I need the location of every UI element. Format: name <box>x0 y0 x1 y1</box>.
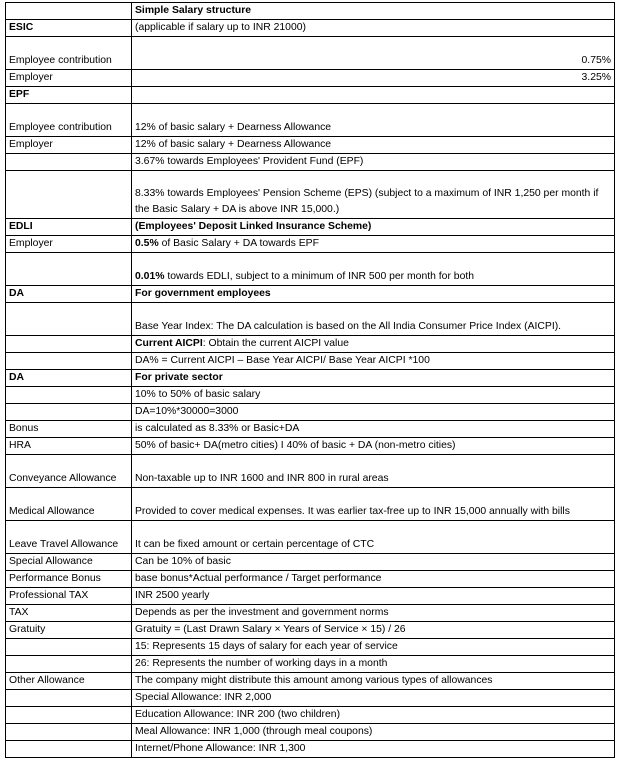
edli-rate-row <box>132 253 615 286</box>
gratuity-label: Gratuity <box>6 622 132 639</box>
empty-cell <box>6 3 132 20</box>
lta-value: It can be fixed amount or certain percentage of CTC <box>132 521 615 554</box>
da-formula: DA% = Current AICPI – Base Year AICPI/ Base Year AICPI *100 <box>132 353 615 370</box>
epf-employee-label: Employee contribution <box>6 104 132 137</box>
epf-share: 3.67% towards Employees' Provident Fund (EPF) <box>132 154 615 171</box>
edli-employer-text: of Basic Salary + DA towards EPF <box>158 238 319 249</box>
tax-value: Depends as per the investment and government norms <box>132 605 615 622</box>
table-row <box>6 171 615 219</box>
section-label-epf: EPF <box>6 87 132 104</box>
edli-employer-value <box>132 236 615 253</box>
table-row <box>6 137 615 154</box>
table-row <box>6 741 615 758</box>
professional-tax-value: INR 2500 yearly <box>132 588 615 605</box>
empty-cell <box>6 154 132 171</box>
edli-employer-label: Employer <box>6 236 132 253</box>
section-label-da-gov: DA <box>6 286 132 303</box>
table-row <box>6 303 615 336</box>
table-row <box>6 87 615 104</box>
esic-employer-value: 3.25% <box>132 70 615 87</box>
table-row <box>6 707 615 724</box>
da-base-index: Base Year Index: The DA calculation is based on the All India Consumer Price Index (AICPI). <box>132 303 615 336</box>
gratuity-formula: Gratuity = (Last Drawn Salary × Years of Service × 15) / 26 <box>132 622 615 639</box>
empty-cell <box>6 656 132 673</box>
epf-employee-value: 12% of basic salary + Dearness Allowance <box>132 104 615 137</box>
bonus-value: is calculated as 8.33% or Basic+DA <box>132 421 615 438</box>
empty-cell <box>6 387 132 404</box>
table-row <box>6 37 615 70</box>
table-row <box>6 622 615 639</box>
special-label: Special Allowance <box>6 554 132 571</box>
table-row <box>6 3 615 20</box>
medical-label: Medical Allowance <box>6 488 132 521</box>
da-current-aicpi <box>132 336 615 353</box>
empty-cell <box>6 171 132 219</box>
table-row <box>6 20 615 37</box>
da-private-example: DA=10%*30000=3000 <box>132 404 615 421</box>
empty-cell <box>6 690 132 707</box>
table-row <box>6 673 615 690</box>
salary-structure-table <box>5 2 615 758</box>
medical-value: Provided to cover medical expenses. It was earlier tax-free up to INR 15,000 annually with bills <box>132 488 615 521</box>
empty-cell <box>6 336 132 353</box>
da-private-heading: For private sector <box>132 370 615 387</box>
table-row <box>6 656 615 673</box>
table-row <box>6 286 615 303</box>
table-row <box>6 690 615 707</box>
table-row <box>6 571 615 588</box>
epf-employer-label: Employer <box>6 137 132 154</box>
da-private-range: 10% to 50% of basic salary <box>132 387 615 404</box>
edli-rate: 0.01% <box>135 271 165 282</box>
lta-label: Leave Travel Allowance <box>6 521 132 554</box>
table-row <box>6 521 615 554</box>
table-row <box>6 353 615 370</box>
da-current-label: Current AICPI <box>135 338 203 349</box>
other-allowance-label: Other Allowance <box>6 673 132 690</box>
conveyance-value: Non-taxable up to INR 1600 and INR 800 in rural areas <box>132 455 615 488</box>
empty-cell <box>6 303 132 336</box>
performance-bonus-value: base bonus*Actual performance / Target performance <box>132 571 615 588</box>
table-row <box>6 421 615 438</box>
empty-cell <box>6 253 132 286</box>
empty-cell <box>6 353 132 370</box>
tax-label: TAX <box>6 605 132 622</box>
table-row <box>6 387 615 404</box>
table-row <box>6 724 615 741</box>
hra-value: 50% of basic+ DA(metro cities) I 40% of basic + DA (non-metro cities) <box>132 438 615 455</box>
da-current-text: : Obtain the current AICPI value <box>202 338 349 349</box>
table-row <box>6 455 615 488</box>
empty-cell <box>132 87 615 104</box>
edli-employer-rate: 0.5% <box>135 238 159 249</box>
performance-bonus-label: Performance Bonus <box>6 571 132 588</box>
other-allowance-intro: The company might distribute this amount among various types of allowances <box>132 673 615 690</box>
esic-employer-label: Employer <box>6 70 132 87</box>
table-row <box>6 236 615 253</box>
eps-share: 8.33% towards Employees' Pension Scheme (EPS) (subject to a maximum of INR 1,250 per month if the Basic Salary + DA is above INR 15,000.) <box>132 171 615 219</box>
table-row <box>6 438 615 455</box>
hra-label: HRA <box>6 438 132 455</box>
table-row <box>6 404 615 421</box>
table-row <box>6 70 615 87</box>
bonus-label: Bonus <box>6 421 132 438</box>
table-row <box>6 104 615 137</box>
table-row <box>6 336 615 353</box>
conveyance-label: Conveyance Allowance <box>6 455 132 488</box>
other-education-allowance: Education Allowance: INR 200 (two children) <box>132 707 615 724</box>
epf-employer-value: 12% of basic salary + Dearness Allowance <box>132 137 615 154</box>
professional-tax-label: Professional TAX <box>6 588 132 605</box>
table-row <box>6 488 615 521</box>
empty-cell <box>6 707 132 724</box>
section-label-esic: ESIC <box>6 20 132 37</box>
other-internet-allowance: Internet/Phone Allowance: INR 1,300 <box>132 741 615 758</box>
table-title: Simple Salary structure <box>132 3 615 20</box>
esic-employee-value: 0.75% <box>132 37 615 70</box>
table-row <box>6 588 615 605</box>
table-row <box>6 154 615 171</box>
gratuity-26-note: 26: Represents the number of working days in a month <box>132 656 615 673</box>
table-row <box>6 253 615 286</box>
edli-heading: (Employees' Deposit Linked Insurance Scheme) <box>132 219 615 236</box>
gratuity-15-note: 15: Represents 15 days of salary for each year of service <box>132 639 615 656</box>
table-row <box>6 554 615 571</box>
table-row <box>6 219 615 236</box>
empty-cell <box>6 404 132 421</box>
special-value: Can be 10% of basic <box>132 554 615 571</box>
table-row <box>6 605 615 622</box>
section-label-edli: EDLI <box>6 219 132 236</box>
empty-cell <box>6 724 132 741</box>
da-gov-heading: For government employees <box>132 286 615 303</box>
other-special-allowance: Special Allowance: INR 2,000 <box>132 690 615 707</box>
esic-employee-label: Employee contribution <box>6 37 132 70</box>
table-row <box>6 639 615 656</box>
edli-rate-text: towards EDLI, subject to a minimum of INR 500 per month for both <box>164 271 475 282</box>
other-meal-allowance: Meal Allowance: INR 1,000 (through meal coupons) <box>132 724 615 741</box>
table-row <box>6 370 615 387</box>
section-label-da-private: DA <box>6 370 132 387</box>
esic-note: (applicable if salary up to INR 21000) <box>132 20 615 37</box>
empty-cell <box>6 639 132 656</box>
empty-cell <box>6 741 132 758</box>
